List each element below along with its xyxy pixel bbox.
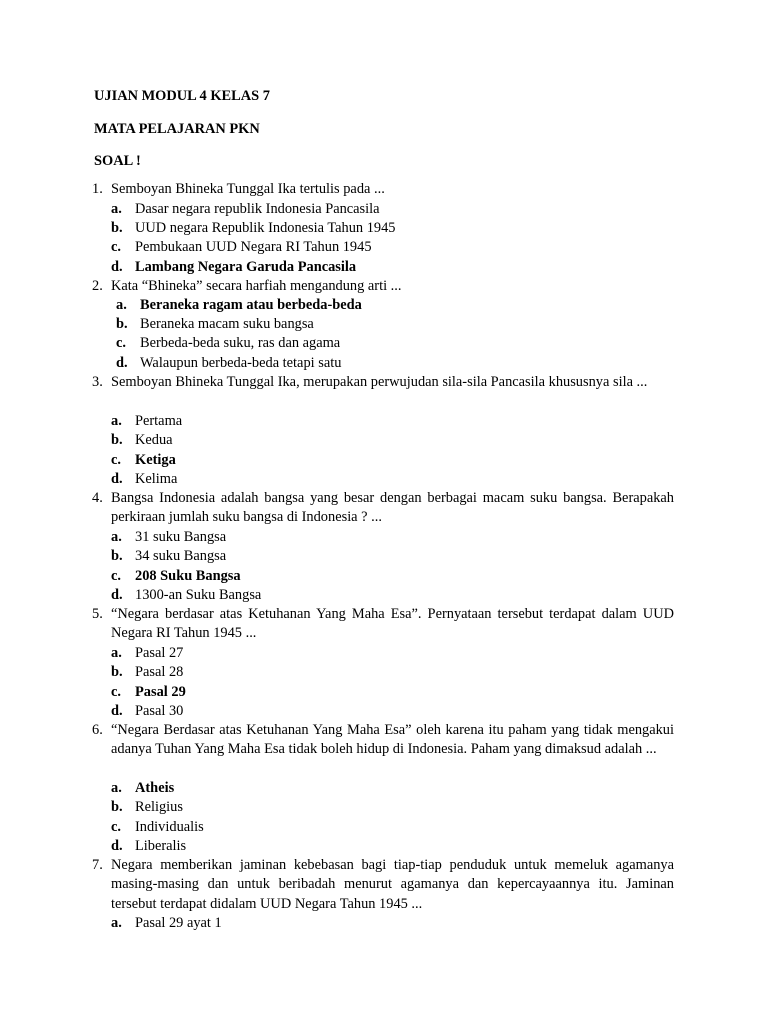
- question-text: Bangsa Indonesia adalah bangsa yang besar dengan berbagai macam suku bangsa. Berapakah perkiraan jumlah suku bangsa di Indonesia ? ...: [111, 490, 674, 526]
- option-text: Pasal 30: [135, 703, 184, 719]
- option-letter: b.: [116, 316, 128, 332]
- option-letter: c.: [111, 239, 121, 255]
- option-text: Individualis: [135, 819, 204, 835]
- option-text: Dasar negara republik Indonesia Pancasila: [135, 201, 380, 217]
- option-text: Religius: [135, 799, 183, 815]
- option-text: Pasal 27: [135, 645, 184, 661]
- option-text: 1300-an Suku Bangsa: [135, 587, 262, 603]
- option-text: Berbeda-beda suku, ras dan agama: [140, 335, 341, 351]
- option-text-answer: Atheis: [135, 780, 175, 796]
- option-text: Pasal 29 ayat 1: [135, 915, 222, 931]
- exam-title: UJIAN MODUL 4 KELAS 7: [94, 88, 270, 104]
- option-text: Kelima: [135, 471, 178, 487]
- option-text: Pertama: [135, 413, 183, 429]
- question-text: Kata “Bhineka” secara harfiah mengandung arti ...: [111, 278, 402, 294]
- option-text-answer: 208 Suku Bangsa: [135, 568, 241, 584]
- option-letter: c.: [111, 452, 121, 468]
- question-text: Semboyan Bhineka Tunggal Ika, merupakan perwujudan sila-sila Pancasila khususnya sila ...: [111, 374, 648, 390]
- option-text: Liberalis: [135, 838, 187, 854]
- option-text: Beraneka macam suku bangsa: [140, 316, 314, 332]
- option-letter: c.: [111, 819, 121, 835]
- subject-heading: MATA PELAJARAN PKN: [94, 121, 260, 137]
- option-letter: b.: [111, 220, 123, 236]
- option-letter: c.: [116, 335, 126, 351]
- question-number: 3.: [92, 374, 103, 390]
- option-text: UUD negara Republik Indonesia Tahun 1945: [135, 220, 396, 236]
- question-text: “Negara berdasar atas Ketuhanan Yang Maha Esa”. Pernyataan tersebut terdapat dalam UUD Negara RI Tahun 1945 ...: [111, 606, 674, 642]
- question-number: 7.: [92, 857, 103, 873]
- option-letter: d.: [111, 259, 123, 275]
- option-letter: a.: [111, 201, 122, 217]
- question-number: 4.: [92, 490, 103, 506]
- option-text: 34 suku Bangsa: [135, 548, 227, 564]
- section-label: SOAL !: [94, 153, 141, 169]
- option-letter: a.: [111, 413, 122, 429]
- option-letter: a.: [111, 529, 122, 545]
- option-letter: d.: [111, 587, 123, 603]
- option-text: Pasal 28: [135, 664, 184, 680]
- option-letter: a.: [111, 645, 122, 661]
- option-letter: a.: [116, 297, 127, 313]
- question-text: “Negara Berdasar atas Ketuhanan Yang Maha Esa” oleh karena itu paham yang tidak mengakui adanya Tuhan Yang Maha Esa tidak boleh hidup di Indonesia. Paham yang dimaksud adalah ...: [111, 722, 674, 758]
- option-text-answer: Ketiga: [135, 452, 176, 468]
- question-number: 2.: [92, 278, 103, 294]
- question-number: 5.: [92, 606, 103, 622]
- option-text: Kedua: [135, 432, 173, 448]
- option-text: 31 suku Bangsa: [135, 529, 227, 545]
- option-text-answer: Pasal 29: [135, 684, 186, 700]
- option-text: Walaupun berbeda-beda tetapi satu: [140, 355, 342, 371]
- option-letter: c.: [111, 684, 121, 700]
- option-letter: a.: [111, 915, 122, 931]
- option-letter: d.: [111, 471, 123, 487]
- question-text: Semboyan Bhineka Tunggal Ika tertulis pada ...: [111, 181, 385, 197]
- option-letter: d.: [116, 355, 128, 371]
- question-text: Negara memberikan jaminan kebebasan bagi tiap-tiap penduduk untuk memeluk agamanya masing-masing dan untuk beribadah menurut agamanya dan kepercayaannya itu. Jaminan tersebut terdapat didalam UUD Negara Tahun 1945 ...: [111, 857, 674, 912]
- question-number: 1.: [92, 181, 103, 197]
- option-letter: d.: [111, 838, 123, 854]
- option-letter: b.: [111, 664, 123, 680]
- option-letter: d.: [111, 703, 123, 719]
- option-text-answer: Lambang Negara Garuda Pancasila: [135, 259, 357, 275]
- option-text-answer: Beraneka ragam atau berbeda-beda: [140, 297, 362, 313]
- option-letter: a.: [111, 780, 122, 796]
- option-letter: b.: [111, 799, 123, 815]
- option-letter: b.: [111, 432, 123, 448]
- question-number: 6.: [92, 722, 103, 738]
- option-letter: b.: [111, 548, 123, 564]
- option-letter: c.: [111, 568, 121, 584]
- option-text: Pembukaan UUD Negara RI Tahun 1945: [135, 239, 372, 255]
